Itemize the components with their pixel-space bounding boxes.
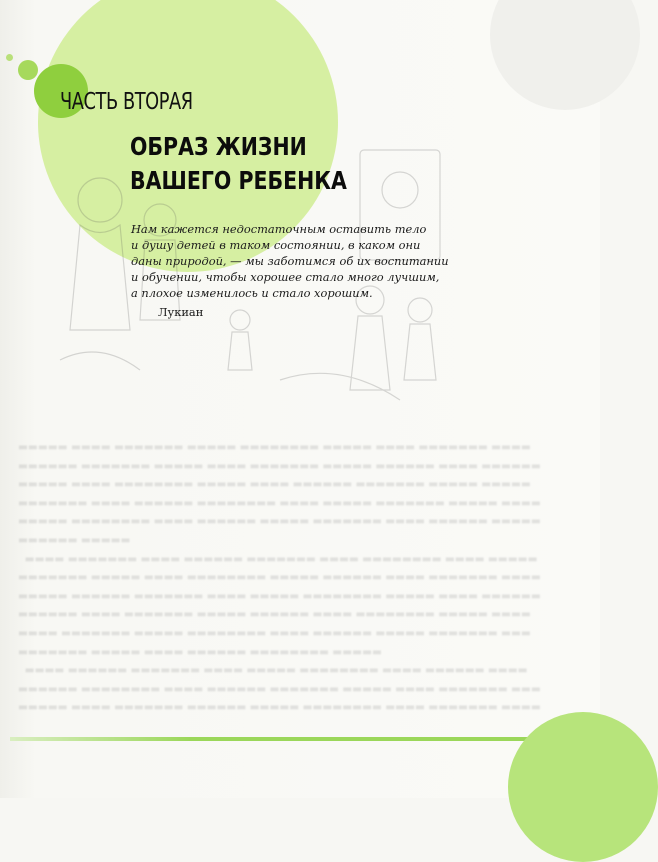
- bottom-green-circle: [508, 712, 658, 862]
- epigraph-author: Лукиан: [158, 305, 204, 319]
- chapter-title-line: ОБРАЗ ЖИЗНИ: [130, 132, 307, 161]
- quote-line: и обучении, чтобы хорошее стало много лучшим,: [131, 270, 440, 284]
- chapter-title-line: ВАШЕГО РЕБЕНКА: [130, 166, 347, 195]
- show-through-text-texture: ▬▬▬▬▬ ▬▬▬▬ ▬▬▬▬▬▬▬ ▬▬▬▬▬ ▬▬▬▬▬▬▬▬ ▬▬▬▬▬ ▬▬▬▬ ▬▬▬▬▬▬▬ ▬▬▬▬ ▬▬▬▬▬▬ ▬▬▬▬▬▬▬ ▬▬▬▬▬ ▬▬▬▬ ▬▬▬▬▬▬▬ ▬▬▬▬▬ ▬▬▬▬▬▬ ▬▬▬▬ ▬▬▬▬▬▬ ▬▬▬▬▬ ▬▬▬▬ ▬▬▬▬▬▬▬▬ ▬▬▬▬▬ ▬▬▬▬ ▬▬▬▬▬▬ ▬▬▬▬▬▬▬ ▬▬▬▬▬ ▬▬▬▬▬ ▬▬▬▬▬▬▬ ▬▬▬▬ ▬▬▬▬▬▬ ▬▬▬▬▬▬▬▬ ▬▬▬▬ ▬▬▬▬▬ ▬▬▬▬▬▬▬ ▬▬▬▬▬ ▬▬▬▬ ▬▬▬▬▬ ▬▬▬▬▬▬▬▬ ▬▬▬▬ ▬▬▬▬▬▬ ▬▬▬▬▬ ▬▬▬▬▬▬▬ ▬▬▬▬ ▬▬▬▬▬▬ ▬▬▬▬▬ ▬▬▬▬▬▬ ▬▬▬▬▬ ▬▬▬▬ ▬▬▬▬▬▬▬ ▬▬▬▬ ▬▬▬▬▬▬ ▬▬▬▬▬▬▬ ▬▬▬▬ ▬▬▬▬▬▬▬▬ ▬▬▬▬ ▬▬▬▬▬ ▬▬▬▬▬▬▬ ▬▬▬▬▬ ▬▬▬▬ ▬▬▬▬▬▬▬▬ ▬▬▬▬▬ ▬▬▬▬▬▬ ▬▬▬▬ ▬▬▬▬▬▬▬ ▬▬▬▬ ▬▬▬▬▬ ▬▬▬▬▬▬ ▬▬▬▬▬▬▬ ▬▬▬▬ ▬▬▬▬▬ ▬▬▬▬▬▬▬▬ ▬▬▬▬▬ ▬▬▬▬ ▬▬▬▬▬▬ ▬▬▬▬▬▬ ▬▬▬▬ ▬▬▬▬▬▬▬ ▬▬▬▬▬ ▬▬▬▬▬▬ ▬▬▬▬ ▬▬▬▬▬▬▬▬ ▬▬▬▬▬ ▬▬▬▬ ▬▬▬▬ ▬▬▬▬▬▬▬ ▬▬▬▬▬ ▬▬▬▬▬▬▬▬ ▬▬▬▬ ▬▬▬▬▬▬ ▬▬▬▬▬ ▬▬▬▬▬▬▬ ▬▬▬ ▬▬▬▬▬▬▬ ▬▬▬▬▬ ▬▬▬▬ ▬▬▬▬▬▬ ▬▬▬▬▬▬▬▬ ▬▬▬▬▬ ▬▬▬▬ ▬▬▬▬▬▬ ▬▬▬▬▬▬▬ ▬▬▬▬ ▬▬▬▬▬ ▬▬▬▬▬▬▬▬ ▬▬▬▬ ▬▬▬▬▬▬ ▬▬▬▬ ▬▬▬▬▬▬ ▬▬▬▬▬▬▬▬ ▬▬▬▬ ▬▬▬▬▬▬ ▬▬▬▬▬▬▬ ▬▬▬▬▬ ▬▬▬▬ ▬▬▬▬▬▬▬ ▬▬▬ ▬▬▬▬▬ ▬▬▬▬ ▬▬▬▬▬▬▬ ▬▬▬▬▬▬ ▬▬▬▬▬ ▬▬▬▬▬▬▬▬ ▬▬▬▬ ▬▬▬▬▬▬▬ ▬▬▬▬: [18, 441, 541, 714]
- medium-green-dot: [18, 60, 38, 80]
- corner-grey-circle: [490, 0, 640, 110]
- epigraph-quote: [131, 221, 491, 301]
- quote-line: а плохое изменилось и стало хорошим.: [131, 286, 373, 300]
- quote-line: Нам кажется недостаточным оставить тело: [131, 222, 427, 236]
- quote-line: и душу детей в таком состоянии, в каком они: [131, 238, 421, 252]
- small-green-dot: [6, 54, 13, 61]
- part-label: ЧАСТЬ ВТОРАЯ: [60, 89, 193, 115]
- footer-rule-fade: [10, 737, 190, 741]
- chapter-title: [130, 130, 347, 198]
- quote-line: даны природой, — мы заботимся об их воспитании: [131, 254, 449, 268]
